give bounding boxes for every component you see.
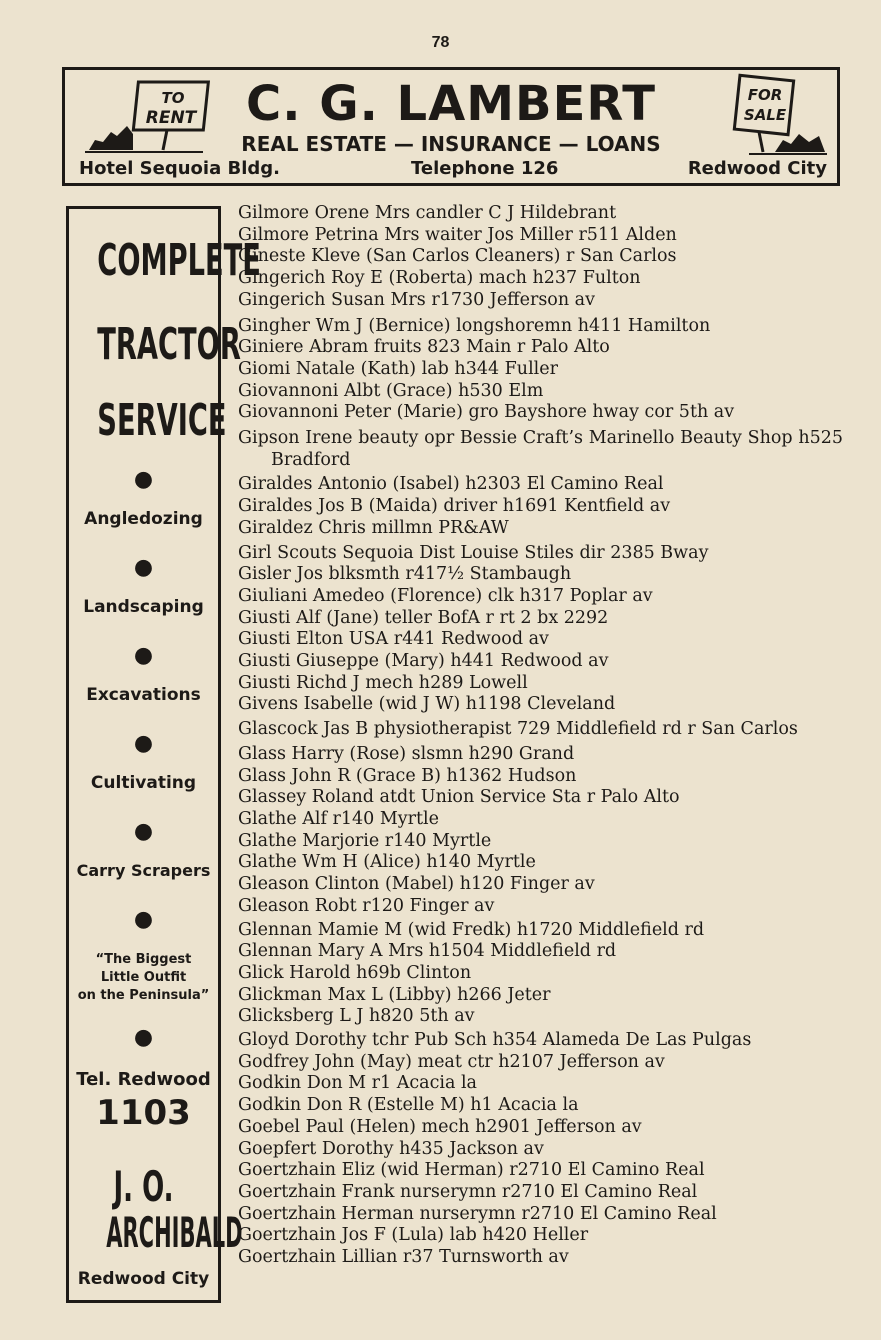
directory-entry: Giovannoni Albt (Grace) h530 Elm <box>238 380 544 401</box>
sidebar-tel-label: Tel. Redwood <box>76 1069 211 1090</box>
directory-entry: Glascock Jas B physiotherapist 729 Middlefield rd r San Carlos <box>238 719 798 740</box>
directory-entry: Goertzhain Eliz (wid Herman) r2710 El Camino Real <box>238 1160 705 1181</box>
directory-entry: Glass Harry (Rose) slsmn h290 Grand <box>238 743 575 764</box>
archibald-tractor-advertisement <box>66 206 261 1303</box>
directory-entry: Gleason Robt r120 Finger av <box>238 895 495 916</box>
directory-entry: Giraldes Antonio (Isabel) h2303 El Camino Real <box>238 474 664 495</box>
bullet-icon: ● <box>133 731 154 756</box>
sidebar-service: Cultivating <box>90 773 197 793</box>
directory-entry: Goertzhain Herman nurserymn r2710 El Camino Real <box>238 1203 717 1224</box>
sidebar-service: Landscaping <box>83 597 204 617</box>
directory-entry: Gipson Irene beauty opr Bessie Craft’s Marinello Beauty Shop h525 Bradford <box>238 428 843 470</box>
directory-entry: Gilmore Petrina Mrs waiter Jos Miller r511 Alden <box>238 224 677 245</box>
sidebar-heading-line: TRACTOR <box>97 319 241 370</box>
sidebar-heading-line: SERVICE <box>97 395 227 446</box>
directory-entry: Giusti Elton USA r441 Redwood av <box>238 629 549 650</box>
directory-entry: Goebel Paul (Helen) mech h2901 Jefferson av <box>238 1116 642 1137</box>
bullet-icon: ● <box>133 467 154 492</box>
sidebar-quote-line: Little Outfit <box>100 970 187 985</box>
sidebar-service: Carry Scrapers <box>76 861 211 880</box>
directory-entry: Glennan Mamie M (wid Fredk) h1720 Middlefield rd <box>238 919 705 940</box>
directory-entry: Godfrey John (May) meat ctr h2107 Jefferson av <box>238 1051 665 1072</box>
banner-company-name: C. G. LAMBERT <box>246 76 656 132</box>
directory-entry: Giniere Abram fruits 823 Main r Palo Alto <box>238 337 610 358</box>
sidebar-quote-line: on the Peninsula” <box>77 988 210 1003</box>
bullet-icon: ● <box>133 1025 154 1050</box>
directory-entry: Gineste Kleve (San Carlos Cleaners) r San Carlos <box>238 246 677 267</box>
to-rent-line2: RENT <box>145 108 197 128</box>
directory-entry: Godkin Don M r1 Acacia la <box>238 1073 477 1094</box>
bullet-icon: ● <box>133 643 154 668</box>
lambert-advertisement-banner <box>62 67 840 186</box>
banner-tagline: REAL ESTATE — INSURANCE — LOANS <box>241 132 661 156</box>
sidebar-service: Excavations <box>86 685 201 705</box>
directory-entry: Goertzhain Lillian r37 Turnsworth av <box>238 1247 569 1268</box>
sidebar-heading-line: COMPLETE <box>97 235 261 286</box>
banner-city: Redwood City <box>687 158 827 179</box>
bullet-icon: ● <box>133 555 154 580</box>
directory-entry: Gleason Clinton (Mabel) h120 Finger av <box>238 874 595 895</box>
directory-entry: Gloyd Dorothy tchr Pub Sch h354 Alameda De Las Pulgas <box>238 1030 752 1051</box>
directory-entry: Glathe Wm H (Alice) h140 Myrtle <box>238 852 536 873</box>
directory-entry: Gingher Wm J (Bernice) longshoremn h411 Hamilton <box>238 315 711 336</box>
directory-entry: Giraldes Jos B (Maida) driver h1691 Kentfield av <box>238 496 671 517</box>
directory-entry: Goertzhain Jos F (Lula) lab h420 Heller <box>238 1225 589 1246</box>
directory-entry: Giusti Giuseppe (Mary) h441 Redwood av <box>238 651 609 672</box>
directory-entry: Glathe Alf r140 Myrtle <box>238 808 439 829</box>
directory-entry: Giovannoni Peter (Marie) gro Bayshore hway cor 5th av <box>238 402 735 423</box>
directory-entry: Gingerich Roy E (Roberta) mach h237 Fulton <box>238 268 641 289</box>
banner-telephone: Telephone 126 <box>411 158 559 179</box>
directory-entry: Girl Scouts Sequoia Dist Louise Stiles dir 2385 Bway <box>238 542 709 563</box>
directory-entry: Glickman Max L (Libby) h266 Jeter <box>238 984 551 1005</box>
for-sale-line1: FOR <box>747 86 783 104</box>
directory-entry: Giomi Natale (Kath) lab h344 Fuller <box>238 358 558 379</box>
to-rent-line1: TO <box>161 89 185 107</box>
sidebar-city: Redwood City <box>77 1269 210 1289</box>
directory-entry: Glick Harold h69b Clinton <box>238 962 472 983</box>
directory-entry: Givens Isabelle (wid J W) h1198 Cleveland <box>238 694 616 715</box>
directory-entry: Glassey Roland atdt Union Service Sta r Palo Alto <box>238 787 680 808</box>
directory-entry: Glathe Marjorie r140 Myrtle <box>238 830 492 851</box>
bullet-icon: ● <box>133 907 154 932</box>
directory-entry: Gilmore Orene Mrs candler C J Hildebrant <box>238 203 617 223</box>
directory-entry: Giusti Richd J mech h289 Lowell <box>238 672 528 693</box>
directory-entry: Glicksberg L J h820 5th av <box>238 1006 475 1027</box>
bullet-icon: ● <box>133 819 154 844</box>
banner-address: Hotel Sequoia Bldg. <box>79 158 280 179</box>
directory-entry: Gisler Jos blksmth r417½ Stambaugh <box>238 564 572 585</box>
directory-entry: Giuliani Amedeo (Florence) clk h317 Poplar av <box>238 585 653 606</box>
directory-entry: Giraldez Chris millmn PR&AW <box>238 517 509 538</box>
directory-entry: Giusti Alf (Jane) teller BofA r rt 2 bx 2292 <box>238 607 609 628</box>
directory-listings <box>238 203 843 1269</box>
sidebar-owner-line: ARCHIBALD <box>106 1208 243 1257</box>
directory-entry: Glennan Mary A Mrs h1504 Middlefield rd <box>238 941 617 962</box>
sidebar-owner-line: J. O. <box>113 1162 174 1211</box>
sidebar-quote-line: “The Biggest <box>95 952 192 967</box>
directory-entry: Godkin Don R (Estelle M) h1 Acacia la <box>238 1095 579 1116</box>
directory-entry: Goepfert Dorothy h435 Jackson av <box>238 1138 544 1159</box>
directory-entry: Goertzhain Frank nurserymn r2710 El Camino Real <box>238 1181 698 1202</box>
page-number: 78 <box>431 34 450 51</box>
sidebar-tel-number: 1103 <box>96 1093 191 1133</box>
for-sale-line2: SALE <box>743 106 787 124</box>
sidebar-service: Angledozing <box>84 509 203 529</box>
directory-entry: Glass John R (Grace B) h1362 Hudson <box>238 765 577 786</box>
directory-entry: Gingerich Susan Mrs r1730 Jefferson av <box>238 289 595 310</box>
